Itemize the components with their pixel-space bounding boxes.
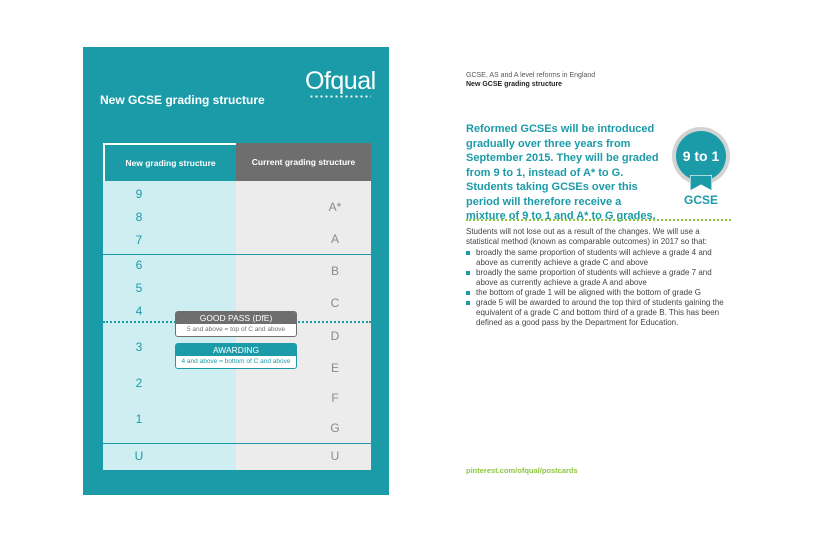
grading-table	[103, 143, 371, 470]
section-divider	[466, 219, 731, 221]
header-new-grading: New grading structure	[103, 143, 236, 181]
body-text	[466, 227, 726, 328]
list-item: the bottom of grade 1 will be aligned with the bottom of grade G	[466, 288, 726, 298]
new-grade-u: U	[134, 449, 144, 463]
current-grade-b: B	[330, 264, 339, 278]
logo-dots	[309, 95, 371, 98]
grading-card	[83, 47, 389, 495]
list-item: broadly the same proportion of students will achieve a grade 7 and above as currently achieve a grade A and above	[466, 268, 726, 288]
card-title: New GCSE grading structure	[100, 93, 265, 107]
current-grade-g: G	[330, 421, 340, 435]
awarding-title: AWARDING	[176, 344, 296, 356]
ribbon-icon	[690, 175, 712, 191]
current-grade-a-star: A*	[328, 200, 342, 214]
list-item: broadly the same proportion of students will achieve a grade 4 and above as currently achieve a grade C and above	[466, 248, 726, 268]
body-paragraph: Students will not lose out as a result of the changes. We will use a statistical method (known as comparable outcomes) in 2017 so that:	[466, 227, 708, 246]
pinterest-link[interactable]: pinterest.com/ofqual/postcards	[466, 466, 578, 475]
medal-label: GCSE	[683, 193, 718, 207]
new-grade-3: 3	[135, 340, 143, 354]
awarding-subtitle: 4 and above = bottom of C and above	[176, 356, 296, 368]
new-grade-1: 1	[135, 412, 143, 426]
current-grade-e: E	[330, 361, 339, 375]
intro-text: Reformed GCSEs will be introduced gradually over three years from September 2015. They will be graded from 9 to 1, instead of A* to G. Students taking GCSEs over this period will therefore receive a mixture of 9 to 1 and A* to G grades.	[466, 123, 659, 222]
new-grade-9: 9	[135, 187, 143, 201]
new-grade-6: 6	[135, 258, 143, 272]
breadcrumb-page: New GCSE grading structure	[466, 81, 563, 88]
ofqual-logo: Ofqual	[305, 67, 376, 95]
current-grade-f: F	[331, 391, 339, 405]
current-grade-c: C	[330, 296, 340, 310]
good-pass-subtitle: 5 and above = top of C and above	[176, 324, 296, 336]
good-pass-title: GOOD PASS (DfE)	[176, 312, 296, 324]
new-grade-7: 7	[135, 233, 143, 247]
new-grade-8: 8	[135, 210, 143, 224]
gcse-medal	[672, 127, 730, 211]
new-grade-2: 2	[135, 376, 143, 390]
new-grade-5: 5	[135, 281, 143, 295]
current-grade-d: D	[330, 329, 340, 343]
list-item: grade 5 will be awarded to around the top third of students gaining the equivalent of a grade C and bottom third of a grade B. This has been defined as a good pass by the Department for Education.	[466, 298, 726, 328]
divider-1-u	[103, 443, 371, 444]
header-current-grading: Current grading structure	[236, 143, 371, 181]
outcomes-list	[466, 248, 726, 328]
current-grade-u: U	[330, 449, 340, 463]
breadcrumb-section: GCSE, AS and A level reforms in England	[466, 72, 596, 79]
good-pass-badge	[175, 311, 297, 337]
new-grade-4: 4	[135, 304, 143, 318]
current-grade-a: A	[330, 232, 339, 246]
divider-7-6	[103, 254, 371, 255]
medal-value: 9 to 1	[676, 131, 726, 181]
awarding-badge	[175, 343, 297, 369]
